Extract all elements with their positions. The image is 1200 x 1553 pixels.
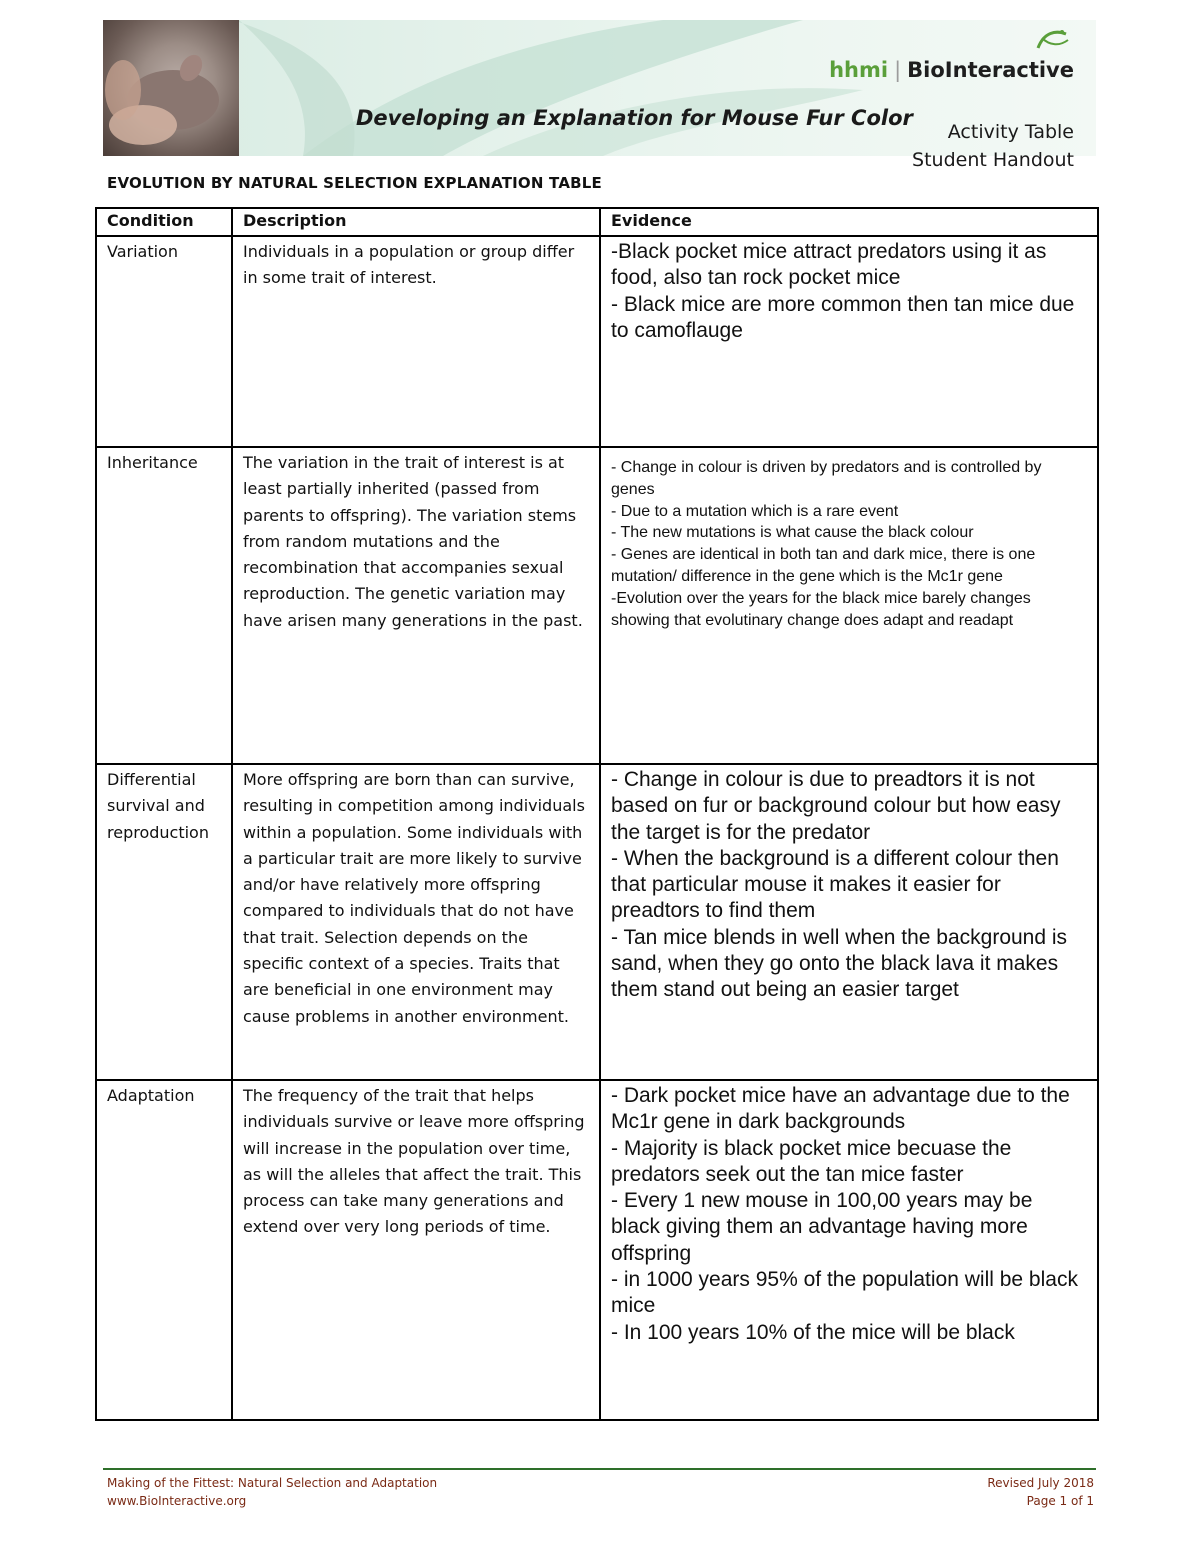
column-header-condition: Condition bbox=[96, 208, 232, 236]
table-row-variation bbox=[96, 236, 1098, 447]
doc-type-line-1: Activity Table bbox=[947, 121, 1074, 143]
description-cell: More offspring are born than can survive, resulting in competition among individuals within a population. Some individuals with a particular trait are more likely to survive and/or have relatively more offspring compared to individuals that do not have that trait. Selection depends on the specific context of a species. Traits that are beneficial in one environment may cause problems in another environment. bbox=[232, 764, 600, 1080]
evidence-cell bbox=[600, 1080, 1098, 1420]
condition-cell: Adaptation bbox=[96, 1080, 232, 1420]
condition-cell: Inheritance bbox=[96, 447, 232, 764]
evidence-line: - When the background is a different colour then that particular mouse it makes it easier for preadtors to find them bbox=[611, 846, 1059, 923]
evidence-line: - Tan mice blends in well when the background is sand, when they go onto the black lava it makes them stand out being an easier target bbox=[611, 925, 1068, 1002]
condition-cell: Variation bbox=[96, 236, 232, 447]
header-banner bbox=[103, 20, 1096, 171]
brand-hhmi: hhmi bbox=[829, 58, 889, 82]
evidence-cell bbox=[600, 764, 1098, 1080]
evidence-cell bbox=[600, 447, 1098, 764]
evidence-line: - Change in colour is driven by predators and is controlled by genes bbox=[611, 459, 1042, 498]
description-cell: Individuals in a population or group differ in some trait of interest. bbox=[232, 236, 600, 447]
doc-type-line-2: Student Handout bbox=[912, 149, 1074, 171]
footer-course: Making of the Fittest: Natural Selection and Adaptation bbox=[107, 1476, 438, 1490]
brand-logo bbox=[829, 58, 1074, 82]
footer-website-link[interactable]: www.BioInteractive.org bbox=[107, 1494, 247, 1508]
footer-revised: Revised July 2018 bbox=[987, 1476, 1094, 1490]
footer-page-number: Page 1 of 1 bbox=[1026, 1494, 1094, 1508]
evidence-line: - Majority is black pocket mice becuase the predators seek out the tan mice faster bbox=[611, 1136, 1012, 1186]
evidence-line: - in 1000 years 95% of the population will be black mice bbox=[611, 1268, 1078, 1318]
evidence-line: - Dark pocket mice have an advantage due to the Mc1r gene in dark backgrounds bbox=[611, 1084, 1070, 1134]
table-row-differential-survival bbox=[96, 764, 1098, 1080]
brand-separator: | bbox=[894, 58, 902, 82]
evidence-line: - The new mutations is what cause the black colour bbox=[611, 524, 974, 542]
table-row-inheritance bbox=[96, 447, 1098, 764]
description-cell: The frequency of the trait that helps individuals survive or leave more offspring will increase in the population over time, as will the alleles that affect the trait. This process can take many generations and extend over very long periods of time. bbox=[232, 1080, 600, 1420]
column-header-evidence: Evidence bbox=[600, 208, 1098, 236]
biointeractive-logo-icon bbox=[1032, 24, 1072, 54]
mouse-image-icon bbox=[103, 20, 239, 156]
brand-name: BioInteractive bbox=[907, 58, 1074, 82]
column-header-description: Description bbox=[232, 208, 600, 236]
evidence-line: - Due to a mutation which is a rare event bbox=[611, 502, 899, 520]
footer-left bbox=[107, 1474, 437, 1510]
condition-cell: Differential survival and reproduction bbox=[96, 764, 232, 1080]
evidence-line: - Change in colour is due to preadtors it is not based on fur or background colour but how easy the target is for the predator bbox=[611, 768, 1061, 844]
evidence-line: - In 100 years 10% of the mice will be black bbox=[611, 1320, 1015, 1344]
document-type bbox=[912, 118, 1074, 174]
section-heading: EVOLUTION BY NATURAL SELECTION EXPLANATION TABLE bbox=[107, 174, 602, 192]
explanation-table bbox=[95, 207, 1099, 1421]
evidence-line: - Genes are identical in both tan and dark mice, there is one mutation/ difference in the gene which is the Mc1r gene bbox=[611, 546, 1036, 585]
evidence-line: -Black pocket mice attract predators using it as food, also tan rock pocket mice bbox=[611, 240, 1047, 290]
description-cell: The variation in the trait of interest is at least partially inherited (passed from parents to offspring). The variation stems from random mutations and the recombination that accompanies sexual reproduction. The genetic variation may have arisen many generations in the past. bbox=[232, 447, 600, 764]
table-row-adaptation bbox=[96, 1080, 1098, 1420]
footer-divider bbox=[103, 1468, 1096, 1470]
table-header-row bbox=[96, 208, 1098, 236]
mouse-photo bbox=[103, 20, 239, 156]
evidence-cell bbox=[600, 236, 1098, 447]
footer-right bbox=[987, 1474, 1094, 1510]
page-title: Developing an Explanation for Mouse Fur Color bbox=[356, 106, 913, 130]
evidence-line: - Black mice are more common then tan mice due to camoflauge bbox=[611, 292, 1075, 342]
evidence-line: - Every 1 new mouse in 100,00 years may be black giving them an advantage having more offspring bbox=[611, 1189, 1033, 1265]
evidence-line: -Evolution over the years for the black mice barely changes showing that evolutinary change does adapt and readapt bbox=[611, 589, 1031, 629]
